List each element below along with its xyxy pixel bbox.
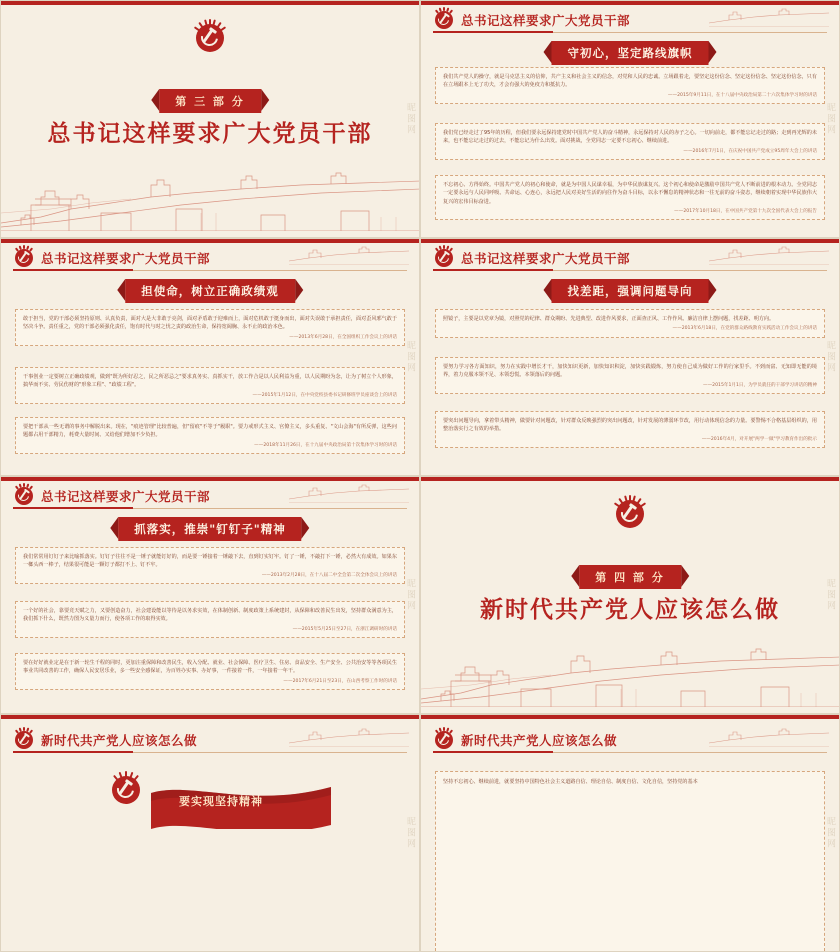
watermark: 昵图网 <box>825 578 835 612</box>
quote-source: ——2017年6月21日至23日，在山西考察工作时的讲话 <box>283 678 397 684</box>
slide-cover-part3 <box>0 0 420 238</box>
section-ribbon: 要实现坚持精神 <box>179 795 263 808</box>
great-wall-illustration <box>421 615 840 707</box>
quote-block <box>15 601 405 638</box>
quote-text: 我们共产党人的操守，就是马克思主义的信仰，共产主义和社会主义的信念，对党和人民的忠诚。立场跟着走，要坚定这份信念、坚定这份信念、坚定这份信念，只有在立场跟本上无了功夫，才会有强大的免疫力和抵抗力。 <box>443 74 817 89</box>
slide-header-title: 总书记这样要求广大党员干部 <box>41 489 211 504</box>
great-wall-mini-icon <box>289 483 409 503</box>
quote-block <box>435 357 825 394</box>
party-emblem-icon <box>13 247 35 269</box>
header-divider <box>433 270 827 271</box>
party-emblem-icon <box>433 9 455 31</box>
quote-text: 要在好好就业定是在于新一轮生千程的同时，更加注重保障和改善民生，收入分配、就业、社会保障、医疗卫生、住房、食品安全、生产安全、公共治安等等各项民生事业共同改善的工作，确保人民安居乐业，多一些安全感保证，为百姓办实事、办好事，一件接着一件，一年接着一年干。 <box>23 660 397 675</box>
header-divider <box>13 752 407 753</box>
quote-text: 要突出问题导向，拿着带头精神，做要针对问题改，针对群众反映强烈的突出问题改，针对发展的薄弱环节改，用行动体现信念的力量。要警惕不合格基层组织的，用整治落实行之有效的举措。 <box>443 418 817 433</box>
quote-block <box>435 175 825 220</box>
great-wall-illustration <box>1 139 420 231</box>
great-wall-mini-icon <box>709 7 829 27</box>
quote-block <box>435 123 825 160</box>
great-wall-mini-icon <box>709 245 829 265</box>
watermark: 昵图网 <box>825 340 835 374</box>
quote-text: 我们党已经走过了95年的历程，但我们要永远保持建党时中国共产党人的奋斗精神，永远保持对人民的赤子之心。一切向前走，都不能忘记走过的路；走到再光辉的未来，也不能忘记走过的过去，不能忘记为什么出发。面对挑战，全党同志一定要不忘初心、继续前进。 <box>443 130 817 145</box>
slide-header <box>433 247 630 269</box>
quote-source: ——2016年7月1日，在庆祝中国共产党成立95周年大会上的讲话 <box>683 148 817 154</box>
page-title: 新时代共产党人应该怎么做 <box>480 597 780 623</box>
slide-header-title: 新时代共产党人应该怎么做 <box>461 733 618 748</box>
top-red-bar <box>1 1 419 5</box>
header-divider <box>13 508 407 509</box>
slide-header-title: 新时代共产党人应该怎么做 <box>41 733 198 748</box>
watermark: 昵图网 <box>405 816 415 850</box>
quote-block <box>15 309 405 346</box>
slide-header <box>13 247 210 269</box>
party-emblem-icon <box>13 485 35 507</box>
slide-header-title: 总书记这样要求广大党员干部 <box>461 251 631 266</box>
slide-header <box>433 9 630 31</box>
top-red-bar <box>1 715 419 719</box>
quote-source: ——2016年4月，对开展"两学一做"学习教育作出的批示 <box>701 436 817 442</box>
quote-text: 我们常常用钉钉子来比喻抓落实。钉钉子往往不是一锤子就能钉好的，而是要一锤接着一锤敲下去，直到钉实钉牢。钉了一锤，不敲打下一锤，必然大有成效。如果东一榔头西一棒子，结果很可能是一颗钉子都打不上、钉不牢。 <box>23 554 397 569</box>
quote-block <box>435 309 825 338</box>
section-ribbon: 守初心，坚定路线旗帜 <box>552 41 709 65</box>
top-red-bar <box>421 715 839 719</box>
quote-source: ——2015年1月1日，为学员就任的干部学习讲话的精神 <box>702 382 817 388</box>
header-divider <box>433 32 827 33</box>
great-wall-mini-icon <box>289 245 409 265</box>
page-title: 总书记这样要求广大党员干部 <box>47 121 373 147</box>
great-wall-mini-icon <box>289 727 409 747</box>
quote-block <box>15 547 405 584</box>
slide-header <box>433 729 617 751</box>
section-ribbon: 担使命，树立正确政绩观 <box>125 279 295 303</box>
top-red-bar <box>1 239 419 243</box>
section-ribbon: 找差距，强调问题导向 <box>552 279 709 303</box>
party-emblem <box>613 497 647 531</box>
quote-block <box>15 653 405 690</box>
top-red-bar <box>421 1 839 5</box>
part-badge: 第 三 部 分 <box>159 89 261 113</box>
watermark: 昵图网 <box>405 102 415 136</box>
watermark: 昵图网 <box>405 578 415 612</box>
party-emblem-icon <box>433 247 455 269</box>
party-emblem-icon <box>13 729 35 751</box>
slide-content-4 <box>0 476 420 714</box>
quote-source: ——2013年6月28日，在全国组织工作会议上的讲话 <box>289 334 397 340</box>
quote-text: 不忘初心、方得始终。中国共产党人的初心和使命，就是为中国人民谋幸福，为中华民族谋复兴。这个初心和使命是激励中国共产党人不断前进的根本动力。全党同志一定要永远与人民同呼吸、共命运、心连心，永远把人民对美好生活的向往作为奋斗目标，以永不懈怠的精神状态和一往无前的奋斗姿态，继续朝着实现中华民族伟大复兴的宏伟目标奋进。 <box>443 182 817 205</box>
quote-text: 一个好的社会，靠要竞天赋之力，又要创造奋力，社会建设能以等待是以务求实效，在体制创新、制度政策上系统建封，从保障和改善民生出发，坚持群众满意为主，我们抓下什么，既然力图为义量力而行，使各项工作的取得实效。 <box>23 608 397 623</box>
header-divider <box>13 270 407 271</box>
quote-source: ——2018年11月26日，在十九届中央政治局第十次集体学习时的讲话 <box>254 442 397 448</box>
section-ribbon: 抓落实，推崇"钉钉子"精神 <box>118 517 301 541</box>
slide-header-title: 总书记这样要求广大党员干部 <box>41 251 211 266</box>
party-emblem-icon <box>109 773 135 799</box>
slide-content-1 <box>420 0 840 238</box>
quote-text: 干事创业一定要树立正确政绩观，做到"既为所好忍之，民之所恶忌之"要求真务实、真抓实干，放工作合是以人民利益为重，以人民期盼为念，让为了树立个人形象，搞华而不实、劳民伤财的"形象工程"、"政绩工程"。 <box>23 374 397 389</box>
top-red-bar <box>1 477 419 481</box>
slide-cover-part4 <box>420 476 840 714</box>
quote-source: ——2015年5月25日至27日，在浙江调研时的讲话 <box>292 626 397 632</box>
quote-text: 坚持不忘初心、继续前进，就要坚持中国特色社会主义道路自信、理论自信、制度自信、文化自信，坚持党的基本 <box>443 779 698 785</box>
slide-header <box>13 729 197 751</box>
quote-text: 照镜子，主要是以党章为镜，对照党的纪律、群众期盼、先进典型、改进作风要求，正面查正风、工作作风、廉洁自律上摆问题，找差距、明方向。 <box>443 316 775 322</box>
quote-block <box>15 417 405 454</box>
watermark: 昵图网 <box>405 340 415 374</box>
quote-source: ——2015年9月11日，在十八届中央政治局第二十六次集体学习时的讲话 <box>667 92 817 98</box>
slide-content-3 <box>420 238 840 476</box>
quote-block <box>435 411 825 448</box>
party-emblem <box>193 21 227 55</box>
top-red-bar <box>421 239 839 243</box>
slide-partial-right <box>420 714 840 952</box>
quote-block <box>435 67 825 104</box>
slide-header <box>13 485 210 507</box>
top-red-bar <box>421 477 839 481</box>
watermark: 昵图网 <box>825 102 835 136</box>
quote-text: 要把干部从一些无谓的事务中解脱出来。现在，"痕迹管理"比较普遍，但"留痕"不等于"履职"。要力戒形式主义、官僚主义，多头重复、"文山会海"有所反弹，这些问题都占用干部精力，耗费大量时间、又给他们增加不少负担。 <box>23 424 397 439</box>
header-divider <box>433 752 827 753</box>
part-badge: 第 四 部 分 <box>579 565 681 589</box>
quote-block <box>15 367 405 404</box>
slide-content-2 <box>0 238 420 476</box>
watermark: 昵图网 <box>825 816 835 850</box>
quote-source: ——2015年1月12日，在中央党校县委书记研修班学员座谈会上的讲话 <box>252 392 397 398</box>
quote-text: 要努力学习各方面知识，努力在实践中增长才干，加快知识更新，加快知识积淀，加快实践锻炼，努力使自己成为做好工作的行家里手。不到而富、无知即无能的境界，着力克服本领不足、本领恐慌、本领落后的问题。 <box>443 364 817 379</box>
quote-source: ——2017年10月18日，在中国共产党第十九次全国代表大会上的报告 <box>674 208 817 214</box>
quote-text: 敢于担当，党的干部必须坚持原则、认真负责，面对大是大非敢于亮剑，面对矛盾敢于迎难而上，面对危机敢于挺身而出，面对失误敢于承担责任，面对歪风邪气敢于坚决斗争。责任重之，党的干部必须强化责任，饱有时代与时之忧之责的政治生命，保持宽阔胸、永不止的政治本色。 <box>23 316 397 331</box>
great-wall-mini-icon <box>709 727 829 747</box>
quote-source: ——2013年6月18日，在党的群众路线教育实践活动工作会议上的讲话 <box>672 326 817 332</box>
slide-header-title: 总书记这样要求广大党员干部 <box>461 13 631 28</box>
party-emblem-icon <box>433 729 455 751</box>
quote-source: ——2013年2月28日，在十八届二中全会第二次全体会议上的讲话 <box>261 572 397 578</box>
slide-partial-left <box>0 714 420 952</box>
quote-block <box>435 771 825 951</box>
